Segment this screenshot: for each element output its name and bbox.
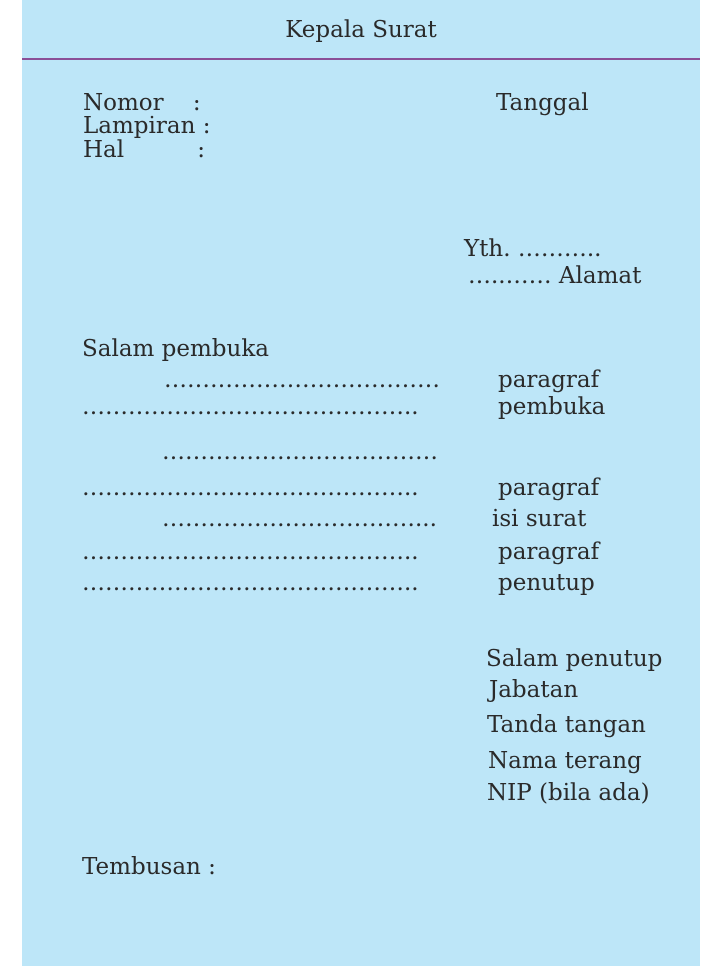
hal-label: Hal : xyxy=(83,137,205,163)
dots-line-7: …………………………………….. xyxy=(82,570,419,596)
label-pembuka: pembuka xyxy=(498,394,606,420)
label-penutup: penutup xyxy=(498,570,595,596)
label-paragraf-1: paragraf xyxy=(498,367,600,393)
dots-line-1: ……………………………… xyxy=(164,367,440,393)
label-paragraf-2: paragraf xyxy=(498,475,600,501)
tanda-tangan: Tanda tangan xyxy=(487,712,646,738)
letter-template xyxy=(22,0,700,966)
header-title: Kepala Surat xyxy=(285,17,437,43)
lampiran-label: Lampiran : xyxy=(83,113,211,139)
label-paragraf-3: paragraf xyxy=(498,539,600,565)
dots-line-4: …………………………………….. xyxy=(82,475,419,501)
letter-header xyxy=(22,0,700,60)
recipient-yth: Yth. ……….. xyxy=(464,236,602,262)
salam-pembuka: Salam pembuka xyxy=(82,336,269,362)
dots-line-6: …………………………………….. xyxy=(82,539,419,565)
nama-terang: Nama terang xyxy=(488,748,642,774)
recipient-address: …..…… Alamat xyxy=(468,263,642,289)
dots-line-5: ……………………………... xyxy=(162,506,437,532)
dots-line-3: ……………………………… xyxy=(162,439,438,465)
tanggal-label: Tanggal xyxy=(496,90,589,116)
salam-penutup: Salam penutup xyxy=(486,646,663,672)
tembusan: Tembusan : xyxy=(82,854,216,880)
label-isi-surat: isi surat xyxy=(492,506,587,532)
dots-line-2: …………………………………….. xyxy=(82,394,419,420)
jabatan: Jabatan xyxy=(489,677,579,703)
nomor-label: Nomor : xyxy=(83,90,201,116)
nip: NIP (bila ada) xyxy=(487,780,650,806)
